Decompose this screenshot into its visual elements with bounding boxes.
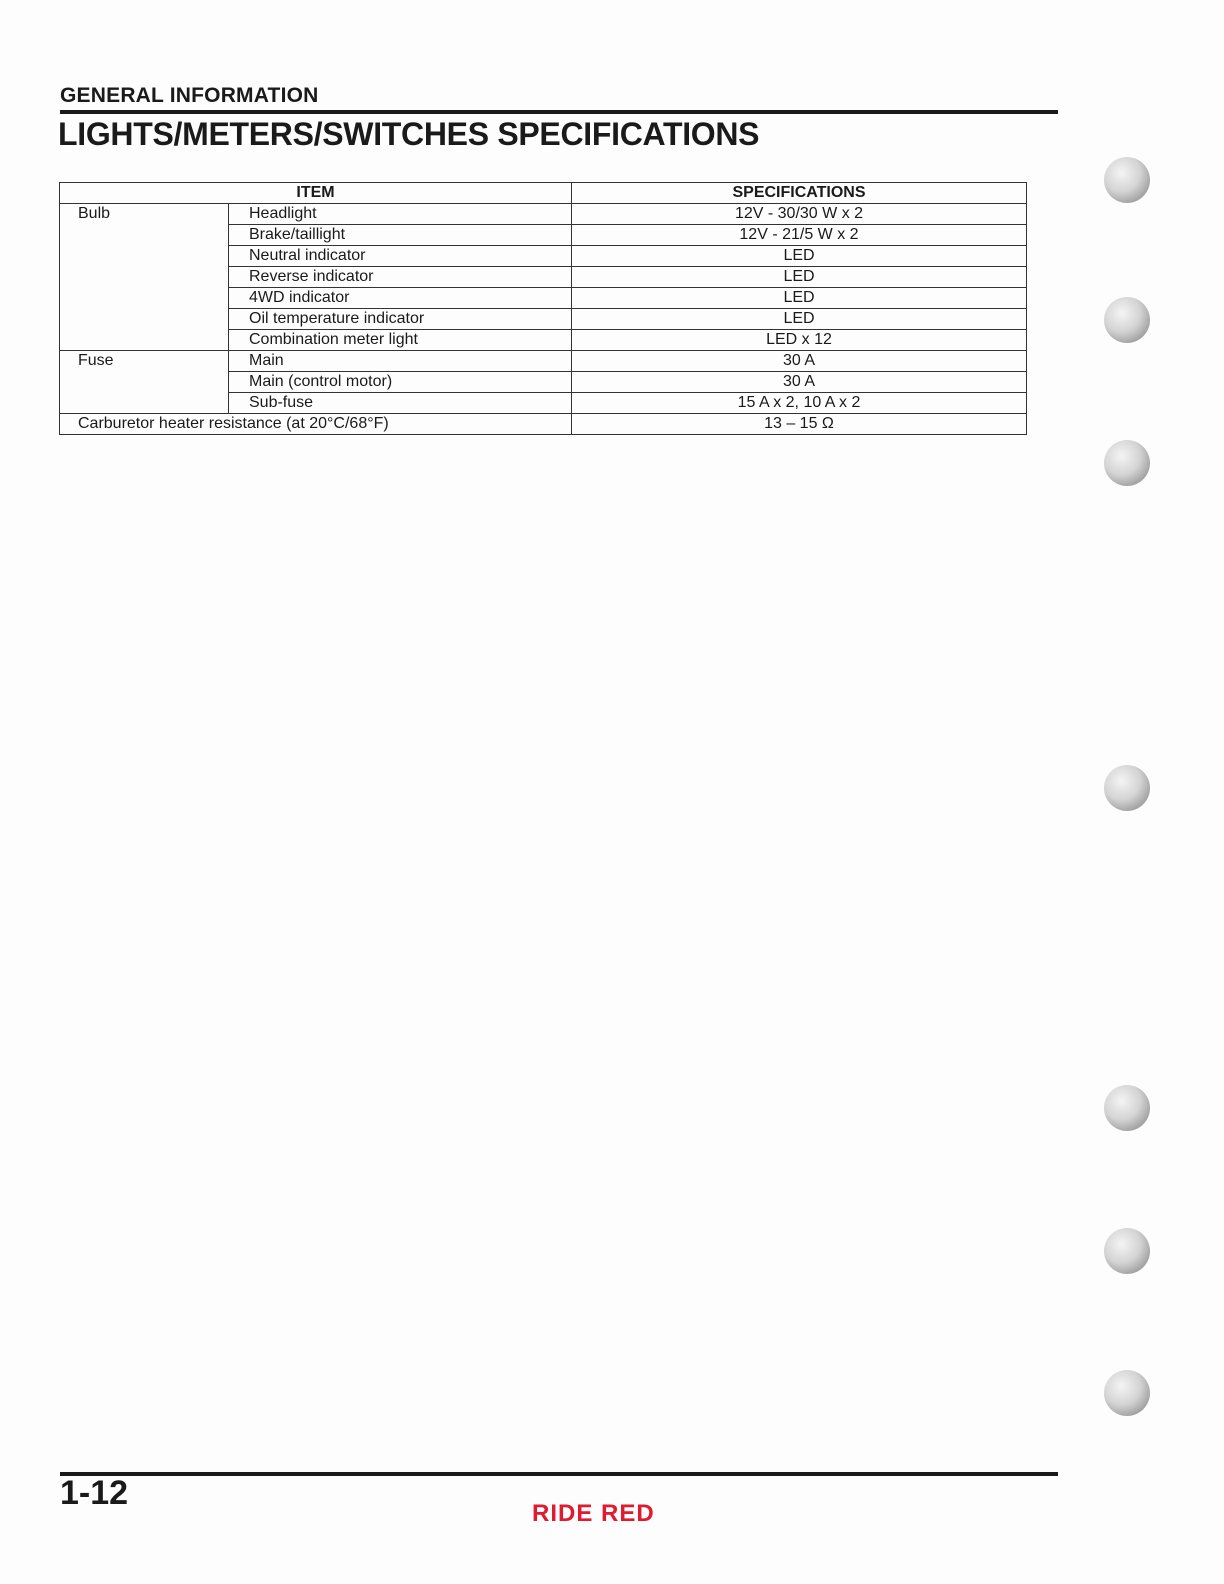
spec-cell: 15 A x 2, 10 A x 2 xyxy=(572,393,1027,414)
item-cell: Sub-fuse xyxy=(229,393,572,414)
spec-cell: LED xyxy=(572,309,1027,330)
brand-logo: RIDE RED xyxy=(532,1500,655,1527)
punch-hole-icon xyxy=(1104,1370,1150,1416)
item-cell: Reverse indicator xyxy=(229,267,572,288)
page-title: LIGHTS/METERS/SWITCHES SPECIFICATIONS xyxy=(58,116,760,152)
table-header-row xyxy=(60,183,1027,204)
item-cell: Neutral indicator xyxy=(229,246,572,267)
spec-cell: LED xyxy=(572,246,1027,267)
spec-cell: 13 – 15 Ω xyxy=(572,414,1027,435)
item-cell-carburetor: Carburetor heater resistance (at 20°C/68°F) xyxy=(60,414,572,435)
punch-hole-icon xyxy=(1104,1228,1150,1274)
item-cell: Headlight xyxy=(229,204,572,225)
item-cell: Main xyxy=(229,351,572,372)
spec-cell: 12V - 30/30 W x 2 xyxy=(572,204,1027,225)
section-label: GENERAL INFORMATION xyxy=(60,84,319,107)
punch-hole-icon xyxy=(1104,765,1150,811)
item-cell: Oil temperature indicator xyxy=(229,309,572,330)
group-label-bulb: Bulb xyxy=(60,204,229,351)
table-row xyxy=(60,414,1027,435)
table-row xyxy=(60,204,1027,225)
item-cell: Main (control motor) xyxy=(229,372,572,393)
page-number: 1-12 xyxy=(60,1474,129,1512)
group-label-fuse: Fuse xyxy=(60,351,229,414)
item-cell: Combination meter light xyxy=(229,330,572,351)
spec-table xyxy=(59,182,1027,435)
spec-cell: LED x 12 xyxy=(572,330,1027,351)
spec-cell: LED xyxy=(572,288,1027,309)
spec-cell: 12V - 21/5 W x 2 xyxy=(572,225,1027,246)
punch-hole-icon xyxy=(1104,440,1150,486)
table-row xyxy=(60,351,1027,372)
footer-rule xyxy=(60,1472,1058,1476)
header-rule xyxy=(60,110,1058,114)
column-header-specifications: SPECIFICATIONS xyxy=(572,183,1027,204)
spec-cell: 30 A xyxy=(572,372,1027,393)
item-cell: 4WD indicator xyxy=(229,288,572,309)
spec-cell: 30 A xyxy=(572,351,1027,372)
punch-hole-icon xyxy=(1104,297,1150,343)
spec-cell: LED xyxy=(572,267,1027,288)
punch-hole-icon xyxy=(1104,157,1150,203)
item-cell: Brake/taillight xyxy=(229,225,572,246)
column-header-item: ITEM xyxy=(60,183,572,204)
punch-hole-icon xyxy=(1104,1085,1150,1131)
